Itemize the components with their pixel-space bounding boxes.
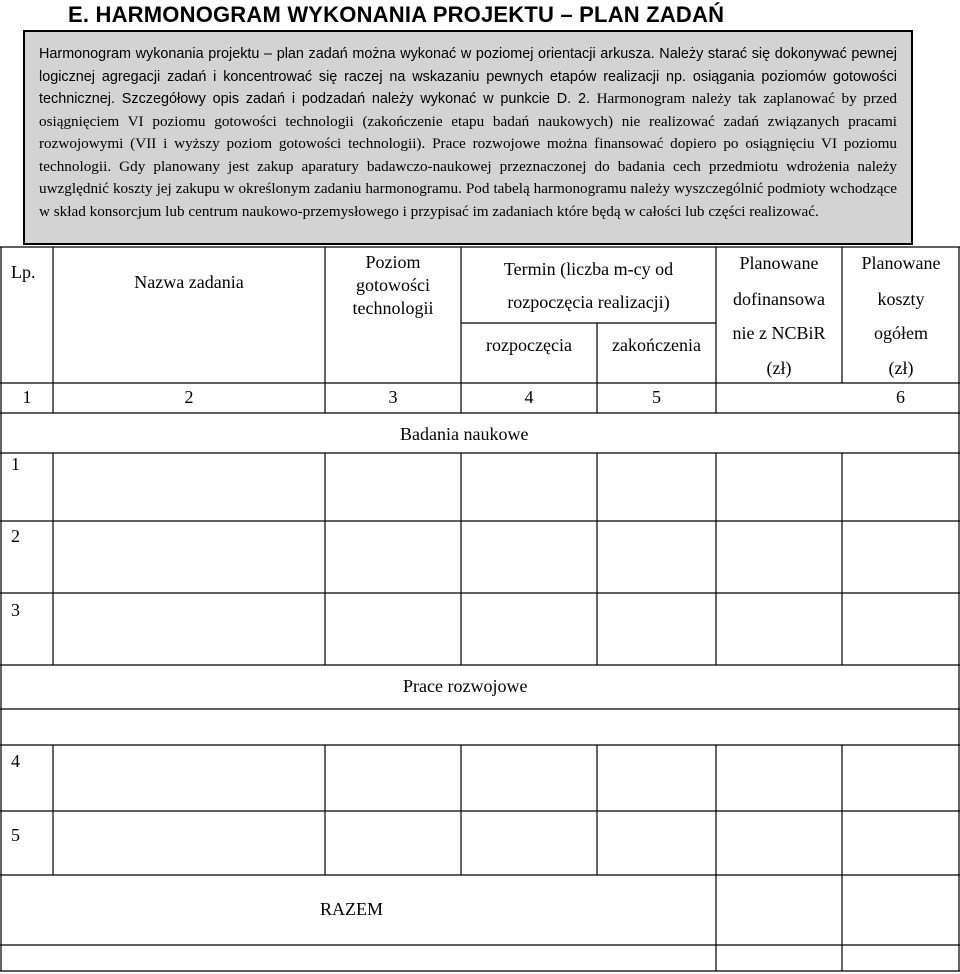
header-funding-1: Planowane (739, 253, 819, 273)
header-funding-3: nie z NCBiR (732, 323, 826, 343)
header-task-name: Nazwa zadania (134, 272, 244, 292)
header-funding-2: dofinansowa (733, 289, 825, 309)
header-term-2: rozpoczęcia realizacji) (507, 292, 670, 312)
section-development-label: Prace rozwojowe (403, 676, 528, 696)
section-title: E. HARMONOGRAM WYKONANIA PROJEKTU – PLAN ZADAŃ (68, 2, 725, 27)
header-funding-4: (zł) (766, 358, 792, 378)
column-number: 5 (652, 387, 661, 407)
instructions-sentence-1: Harmonogram wykonania projektu – plan zadań można wykonać w poziomej orientacji arkusza. Należy starać się dokonywać pewnej logicznej agregacji zadań i koncentrować się raczej na wskazaniu pewnych etapów realizacji np. osiągania poziomów gotowości technicznej. Szczegółowy opis zadań i podzadań należy wykonać w punkcie D. 2. (39, 46, 897, 107)
row-number: 3 (11, 600, 20, 620)
row-number: 4 (11, 751, 20, 771)
total-label: RAZEM (320, 899, 383, 919)
header-end: zakończenia (612, 335, 701, 355)
header-level-3: technologii (352, 298, 434, 318)
header-level-1: Poziom (365, 252, 421, 272)
header-cost-1: Planowane (861, 253, 941, 273)
header-cost-2: koszty (877, 289, 925, 309)
section-research-label: Badania naukowe (400, 424, 529, 444)
header-cost-4: (zł) (888, 358, 914, 378)
header-term-1: Termin (liczba m-cy od (503, 259, 674, 279)
column-number: 1 (22, 387, 32, 407)
column-number: 6 (896, 387, 905, 407)
column-number: 4 (524, 387, 534, 407)
header-lp: Lp. (11, 262, 36, 282)
row-number: 2 (11, 526, 20, 546)
instructions-sentence-2: Harmonogram należy tak zaplanować by przed osiągnięciem VI poziomu gotowości technologii (zakończenie etapu badań naukowych) nie realizować zadań związanych pracami rozwojowymi (VII i wyższy poziom gotowości technologii). Prace rozwojowe można finansować dopiero po osiągnięciu VI poziomu technologii. Gdy planowany jest zakup aparatury badawczo-naukowej przeznaczonej do badania cech przedmiotu wdrożenia należy uwzględnić koszty jej zakupu w określonym zadaniu harmonogramu. Pod tabelą harmonogramu należy wyszczególnić podmioty wchodzące w skład konsorcjum lub centrum naukowo-przemysłowego i przypisać im zadaniach które będą w całości lub części realizować. (39, 90, 898, 220)
header-cost-3: ogółem (874, 323, 928, 343)
column-number: 2 (184, 387, 194, 407)
row-number: 5 (11, 825, 20, 845)
column-number: 3 (388, 387, 398, 407)
header-level-2: gotowości (356, 275, 430, 295)
header-start: rozpoczęcia (486, 335, 572, 355)
row-number: 1 (11, 454, 20, 474)
